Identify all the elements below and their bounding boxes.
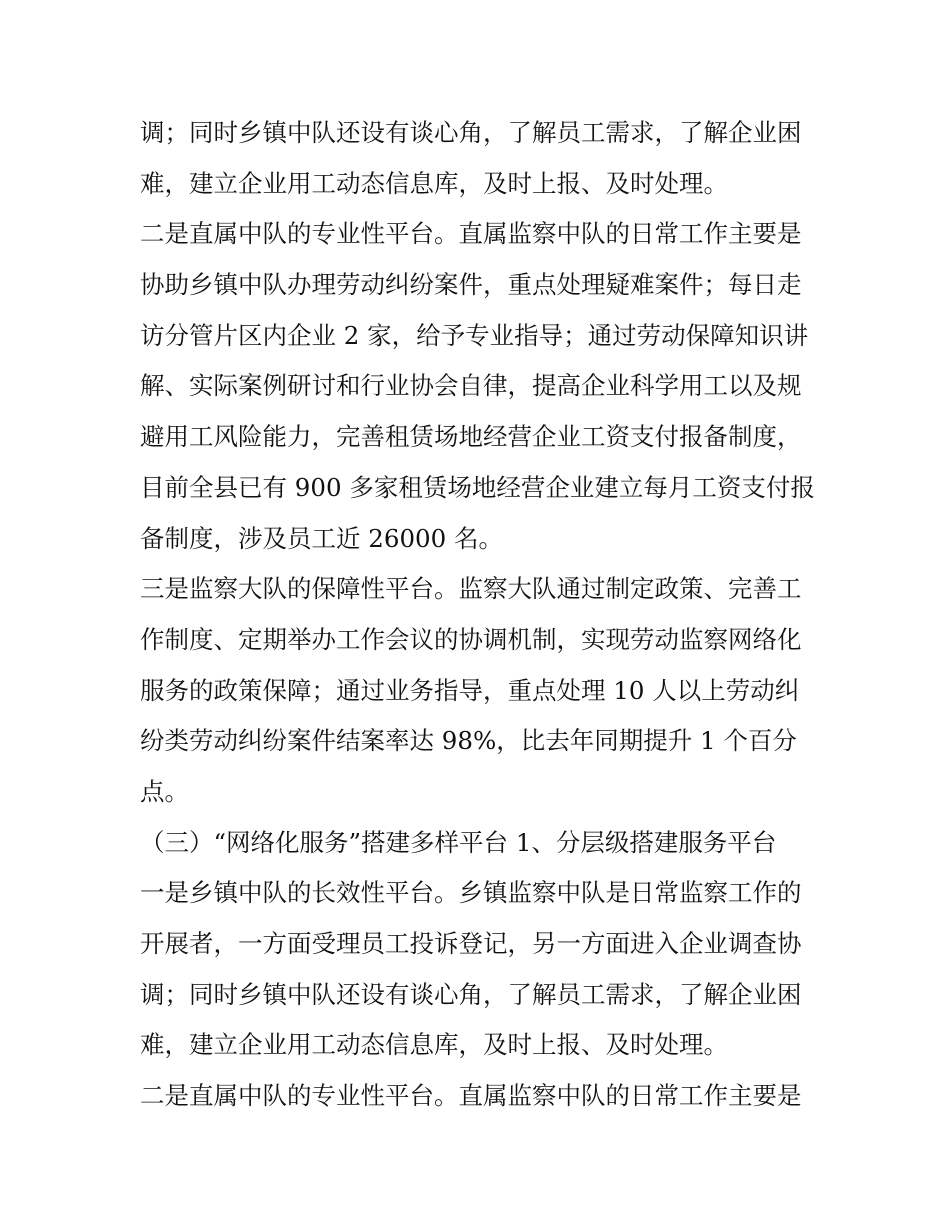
text-line: 调；同时乡镇中队还设有谈心角，了解员工需求，了解企业困: [140, 979, 802, 1009]
document-body: [140, 108, 820, 1122]
text-line: 点。: [140, 776, 189, 806]
text-line: 纷类劳动纠纷案件结案率达 98%，比去年同期提升 1 个百分: [140, 726, 797, 756]
text-line: 作制度、定期举办工作会议的协调机制，实现劳动监察网络化: [140, 624, 802, 654]
text-line: 避用工风险能力，完善租赁场地经营企业工资支付报备制度，: [140, 422, 802, 452]
text-line: 解、实际案例研讨和行业协会自律，提高企业科学用工以及规: [140, 371, 802, 401]
text-line: 服务的政策保障；通过业务指导，重点处理 10 人以上劳动纠: [140, 675, 800, 705]
text-line: 目前全县已有 900 多家租赁场地经营企业建立每月工资支付报: [140, 472, 815, 502]
text-line: 备制度，涉及员工近 26000 名。: [140, 523, 504, 553]
text-line: 开展者，一方面受理员工投诉登记，另一方面进入企业调查协: [140, 929, 802, 958]
text-line: 二是直属中队的专业性平台。直属监察中队的日常工作主要是: [140, 1081, 802, 1111]
text-line: 调；同时乡镇中队还设有谈心角，了解员工需求，了解企业困: [140, 118, 802, 147]
text-line: 难，建立企业用工动态信息库，及时上报、及时处理。: [140, 1030, 728, 1060]
text-line: 一是乡镇中队的长效性平台。乡镇监察中队是日常监察工作的: [140, 878, 802, 908]
text-line: 协助乡镇中队办理劳动纠纷案件，重点处理疑难案件；每日走: [140, 270, 802, 300]
text-line: 二是直属中队的专业性平台。直属监察中队的日常工作主要是: [140, 219, 802, 249]
text-line: 难，建立企业用工动态信息库，及时上报、及时处理。: [140, 168, 728, 198]
text-line: 三是监察大队的保障性平台。监察大队通过制定政策、完善工: [140, 574, 802, 604]
text-line: 访分管片区内企业 2 家，给予专业指导；通过劳动保障知识讲: [140, 320, 809, 350]
section-heading-line: （三）“网络化服务”搭建多样平台 1、分层级搭建服务平台: [140, 827, 777, 857]
